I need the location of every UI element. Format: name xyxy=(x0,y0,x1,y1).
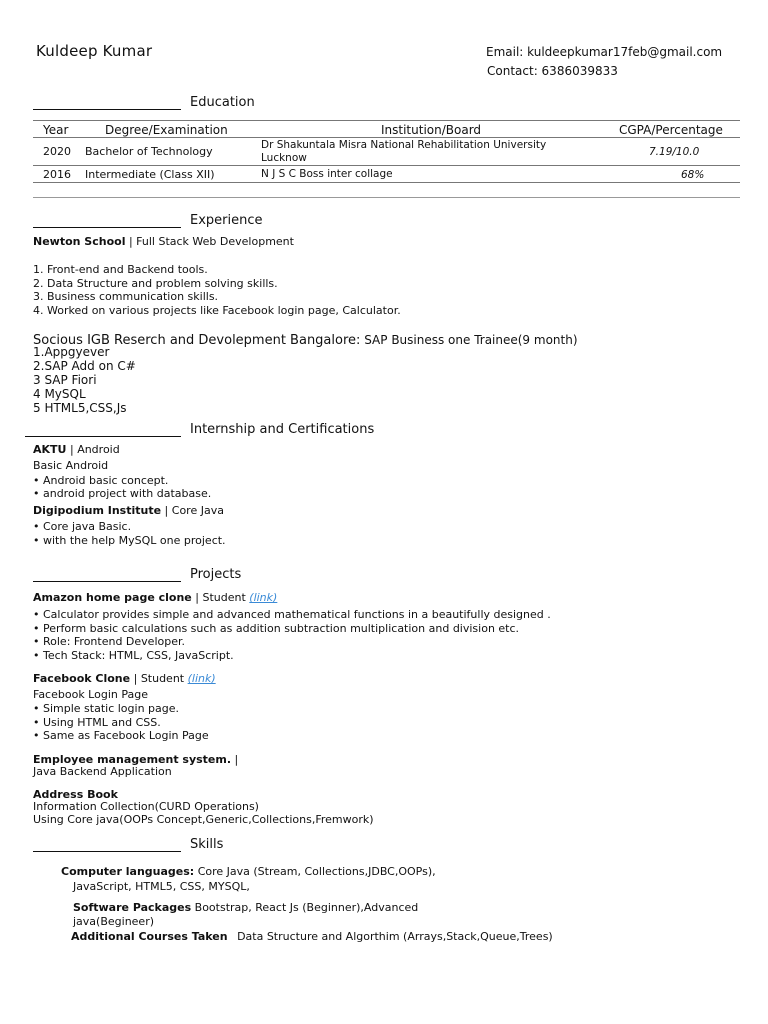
project-amazon xyxy=(33,591,277,604)
row-year: 2020 xyxy=(43,145,71,158)
skill-value: Core Java (Stream, Collections,JDBC,OOPs), xyxy=(197,865,436,878)
list-item: • Tech Stack: HTML, CSS, JavaScript. xyxy=(33,649,234,662)
project-role: Student xyxy=(202,591,246,604)
table-top-rule xyxy=(33,120,740,121)
job-role: SAP Business one Trainee(9 month) xyxy=(360,333,578,347)
project-detail: Using Core java(OOPs Concept,Generic,Collections,Fremwork) xyxy=(33,813,374,826)
list-item: 3 SAP Fiori xyxy=(33,373,97,387)
job-org: Newton School xyxy=(33,235,126,248)
skill-courses xyxy=(71,930,553,943)
cert-separator: | xyxy=(161,504,172,517)
skill-value: JavaScript, HTML5, CSS, MYSQL, xyxy=(73,880,250,893)
row-institution: N J S C Boss inter collage xyxy=(261,168,393,180)
project-name: Amazon home page clone xyxy=(33,591,192,604)
list-item: • Core java Basic. xyxy=(33,520,132,533)
education-end-rule xyxy=(33,197,740,198)
list-item: • Calculator provides simple and advanced mathematical functions in a beautifully designed . xyxy=(33,608,551,621)
cert-topic: Android xyxy=(77,443,120,456)
list-item: • with the help MySQL one project. xyxy=(33,534,226,547)
skill-languages xyxy=(61,865,436,878)
list-item: 2. Data Structure and problem solving skills. xyxy=(33,277,278,290)
list-item: 1. Front-end and Backend tools. xyxy=(33,263,208,276)
skill-label: Computer languages: xyxy=(61,865,195,878)
project-separator: | xyxy=(130,672,141,685)
skill-value: Bootstrap, React Js (Beginner),Advanced xyxy=(194,901,419,914)
list-item: • android project with database. xyxy=(33,487,212,500)
project-subtitle: Java Backend Application xyxy=(33,765,172,778)
email-text: Email: kuldeepkumar17feb@gmail.com xyxy=(486,45,723,59)
skills-title: Skills xyxy=(190,837,224,852)
row-degree: Intermediate (Class XII) xyxy=(85,168,215,181)
project-name: Employee management system. xyxy=(33,753,232,766)
project-role: Student xyxy=(140,672,185,685)
list-item: • Using HTML and CSS. xyxy=(33,716,161,729)
experience-divider xyxy=(33,227,181,228)
table-bottom-rule xyxy=(33,182,740,183)
col-degree: Degree/Examination xyxy=(105,123,228,137)
project-subtitle: Facebook Login Page xyxy=(33,688,148,701)
candidate-name: Kuldeep Kumar xyxy=(36,42,153,60)
table-row-rule xyxy=(33,165,740,166)
list-item: • Android basic concept. xyxy=(33,474,169,487)
internship-divider xyxy=(25,436,181,437)
contact-text: Contact: 6386039833 xyxy=(487,64,618,78)
list-item: 1.Appgyever xyxy=(33,345,110,359)
row-score: 68% xyxy=(681,169,705,181)
job-socious xyxy=(33,329,578,348)
skill-value: Data Structure and Algorthim (Arrays,Stack,Queue,Trees) xyxy=(237,930,553,943)
row-year: 2016 xyxy=(43,168,71,181)
col-score: CGPA/Percentage xyxy=(619,123,723,137)
list-item: 5 HTML5,CSS,Js xyxy=(33,401,127,415)
cert-aktu xyxy=(33,443,120,456)
job-separator: | xyxy=(125,235,137,248)
row-score: 7.19/10.0 xyxy=(649,146,700,158)
experience-title: Experience xyxy=(190,213,263,228)
list-item: 4 MySQL xyxy=(33,387,86,401)
col-institution: Institution/Board xyxy=(381,123,482,137)
list-item: • Perform basic calculations such as addition subtraction multiplication and division etc. xyxy=(33,622,520,635)
skill-label: Software Packages xyxy=(73,901,192,914)
cert-digipodium xyxy=(33,504,224,517)
list-item: • Role: Frontend Developer. xyxy=(33,635,185,648)
table-header-rule xyxy=(33,137,740,138)
cert-topic: Core Java xyxy=(171,504,224,517)
skill-label: Additional Courses Taken xyxy=(71,930,228,943)
project-name: Address Book xyxy=(33,788,118,801)
row-institution-line2: Lucknow xyxy=(261,152,307,164)
internship-title: Internship and Certifications xyxy=(190,422,375,437)
row-institution: Dr Shakuntala Misra National Rehabilitation University xyxy=(261,139,547,151)
skill-packages xyxy=(73,901,418,914)
projects-title: Projects xyxy=(190,567,242,582)
project-name: Facebook Clone xyxy=(33,672,131,685)
list-item: • Simple static login page. xyxy=(33,702,180,715)
job-role: Full Stack Web Development xyxy=(136,235,294,248)
skill-value: java(Begineer) xyxy=(73,915,155,928)
education-title: Education xyxy=(190,95,255,110)
project-detail: Information Collection(CURD Operations) xyxy=(33,800,259,813)
cert-org: Digipodium Institute xyxy=(33,504,162,517)
col-year: Year xyxy=(43,123,69,137)
list-item: 2.SAP Add on C# xyxy=(33,359,136,373)
cert-subtitle: Basic Android xyxy=(33,459,109,472)
facebook-link[interactable]: (link) xyxy=(187,672,216,685)
list-item: • Same as Facebook Login Page xyxy=(33,729,209,742)
skills-divider xyxy=(33,851,181,852)
cert-org: AKTU xyxy=(33,443,67,456)
project-separator: | xyxy=(231,753,242,766)
project-separator: | xyxy=(191,591,203,604)
projects-divider xyxy=(33,581,181,582)
list-item: 4. Worked on various projects like Facebook login page, Calculator. xyxy=(33,304,401,317)
amazon-link[interactable]: (link) xyxy=(249,591,278,604)
cert-separator: | xyxy=(66,443,78,456)
job-org: Socious IGB Reserch and Devolepment Bangalore: xyxy=(33,333,361,348)
job-newton xyxy=(33,235,294,248)
education-divider xyxy=(33,109,181,110)
project-facebook xyxy=(33,672,216,685)
list-item: 3. Business communication skills. xyxy=(33,290,219,303)
row-degree: Bachelor of Technology xyxy=(85,145,213,158)
